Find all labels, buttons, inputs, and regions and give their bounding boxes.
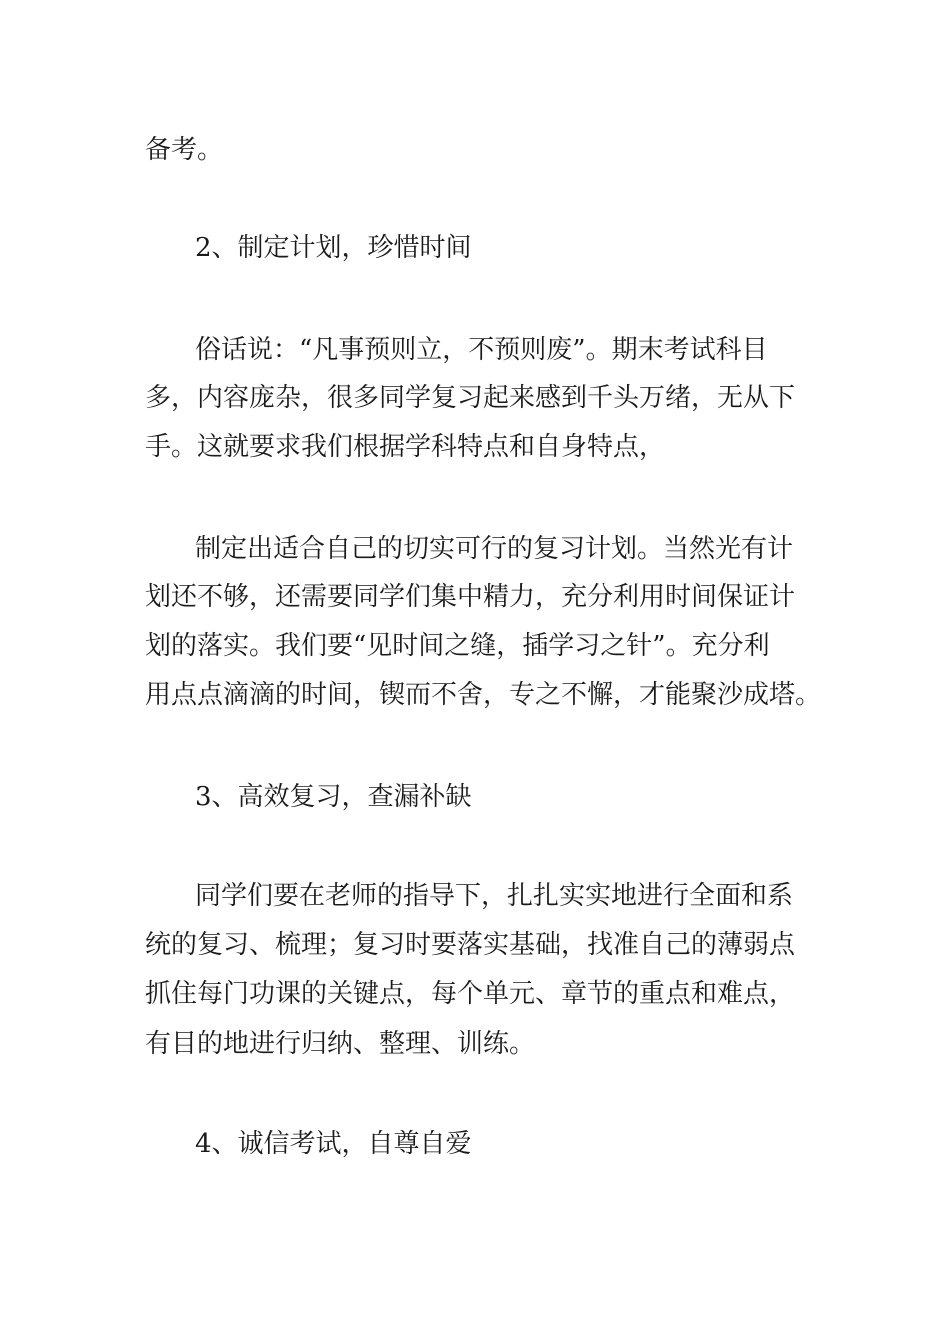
section-heading: 4、诚信考试，自尊自爱 xyxy=(195,1129,472,1159)
paragraph-line: 统的复习、梳理；复习时要落实基础，找准自己的薄弱点 xyxy=(145,930,796,960)
paragraph-line: 多，内容庞杂，很多同学复习起来感到千头万绪，无从下 xyxy=(145,383,796,413)
section-heading: 3、高效复习，查漏补缺 xyxy=(195,782,472,812)
paragraph-line: 制定出适合自己的切实可行的复习计划。当然光有计 xyxy=(195,534,794,564)
paragraph-line: 同学们要在老师的指导下，扎扎实实地进行全面和系 xyxy=(195,881,794,911)
section-heading: 2、制定计划，珍惜时间 xyxy=(195,233,472,263)
paragraph-line: 抓住每门功课的关键点，每个单元、章节的重点和难点， xyxy=(145,979,796,1009)
paragraph-line: 划还不够，还需要同学们集中精力，充分利用时间保证计 xyxy=(145,582,796,612)
paragraph-line: 划的落实。我们要“见时间之缝，插学习之针”。充分利 xyxy=(145,631,770,661)
paragraph-line: 有目的地进行归纳、整理、训练。 xyxy=(145,1029,536,1059)
paragraph-line: 用点点滴滴的时间，锲而不舍，专之不懈，才能聚沙成塔。 xyxy=(145,680,822,710)
paragraph-line: 手。这就要求我们根据学科特点和自身特点， xyxy=(145,432,666,462)
paragraph-line: 俗话说：“凡事预则立，不预则废”。期末考试科目 xyxy=(195,335,768,365)
paragraph-line: 备考。 xyxy=(145,135,224,165)
